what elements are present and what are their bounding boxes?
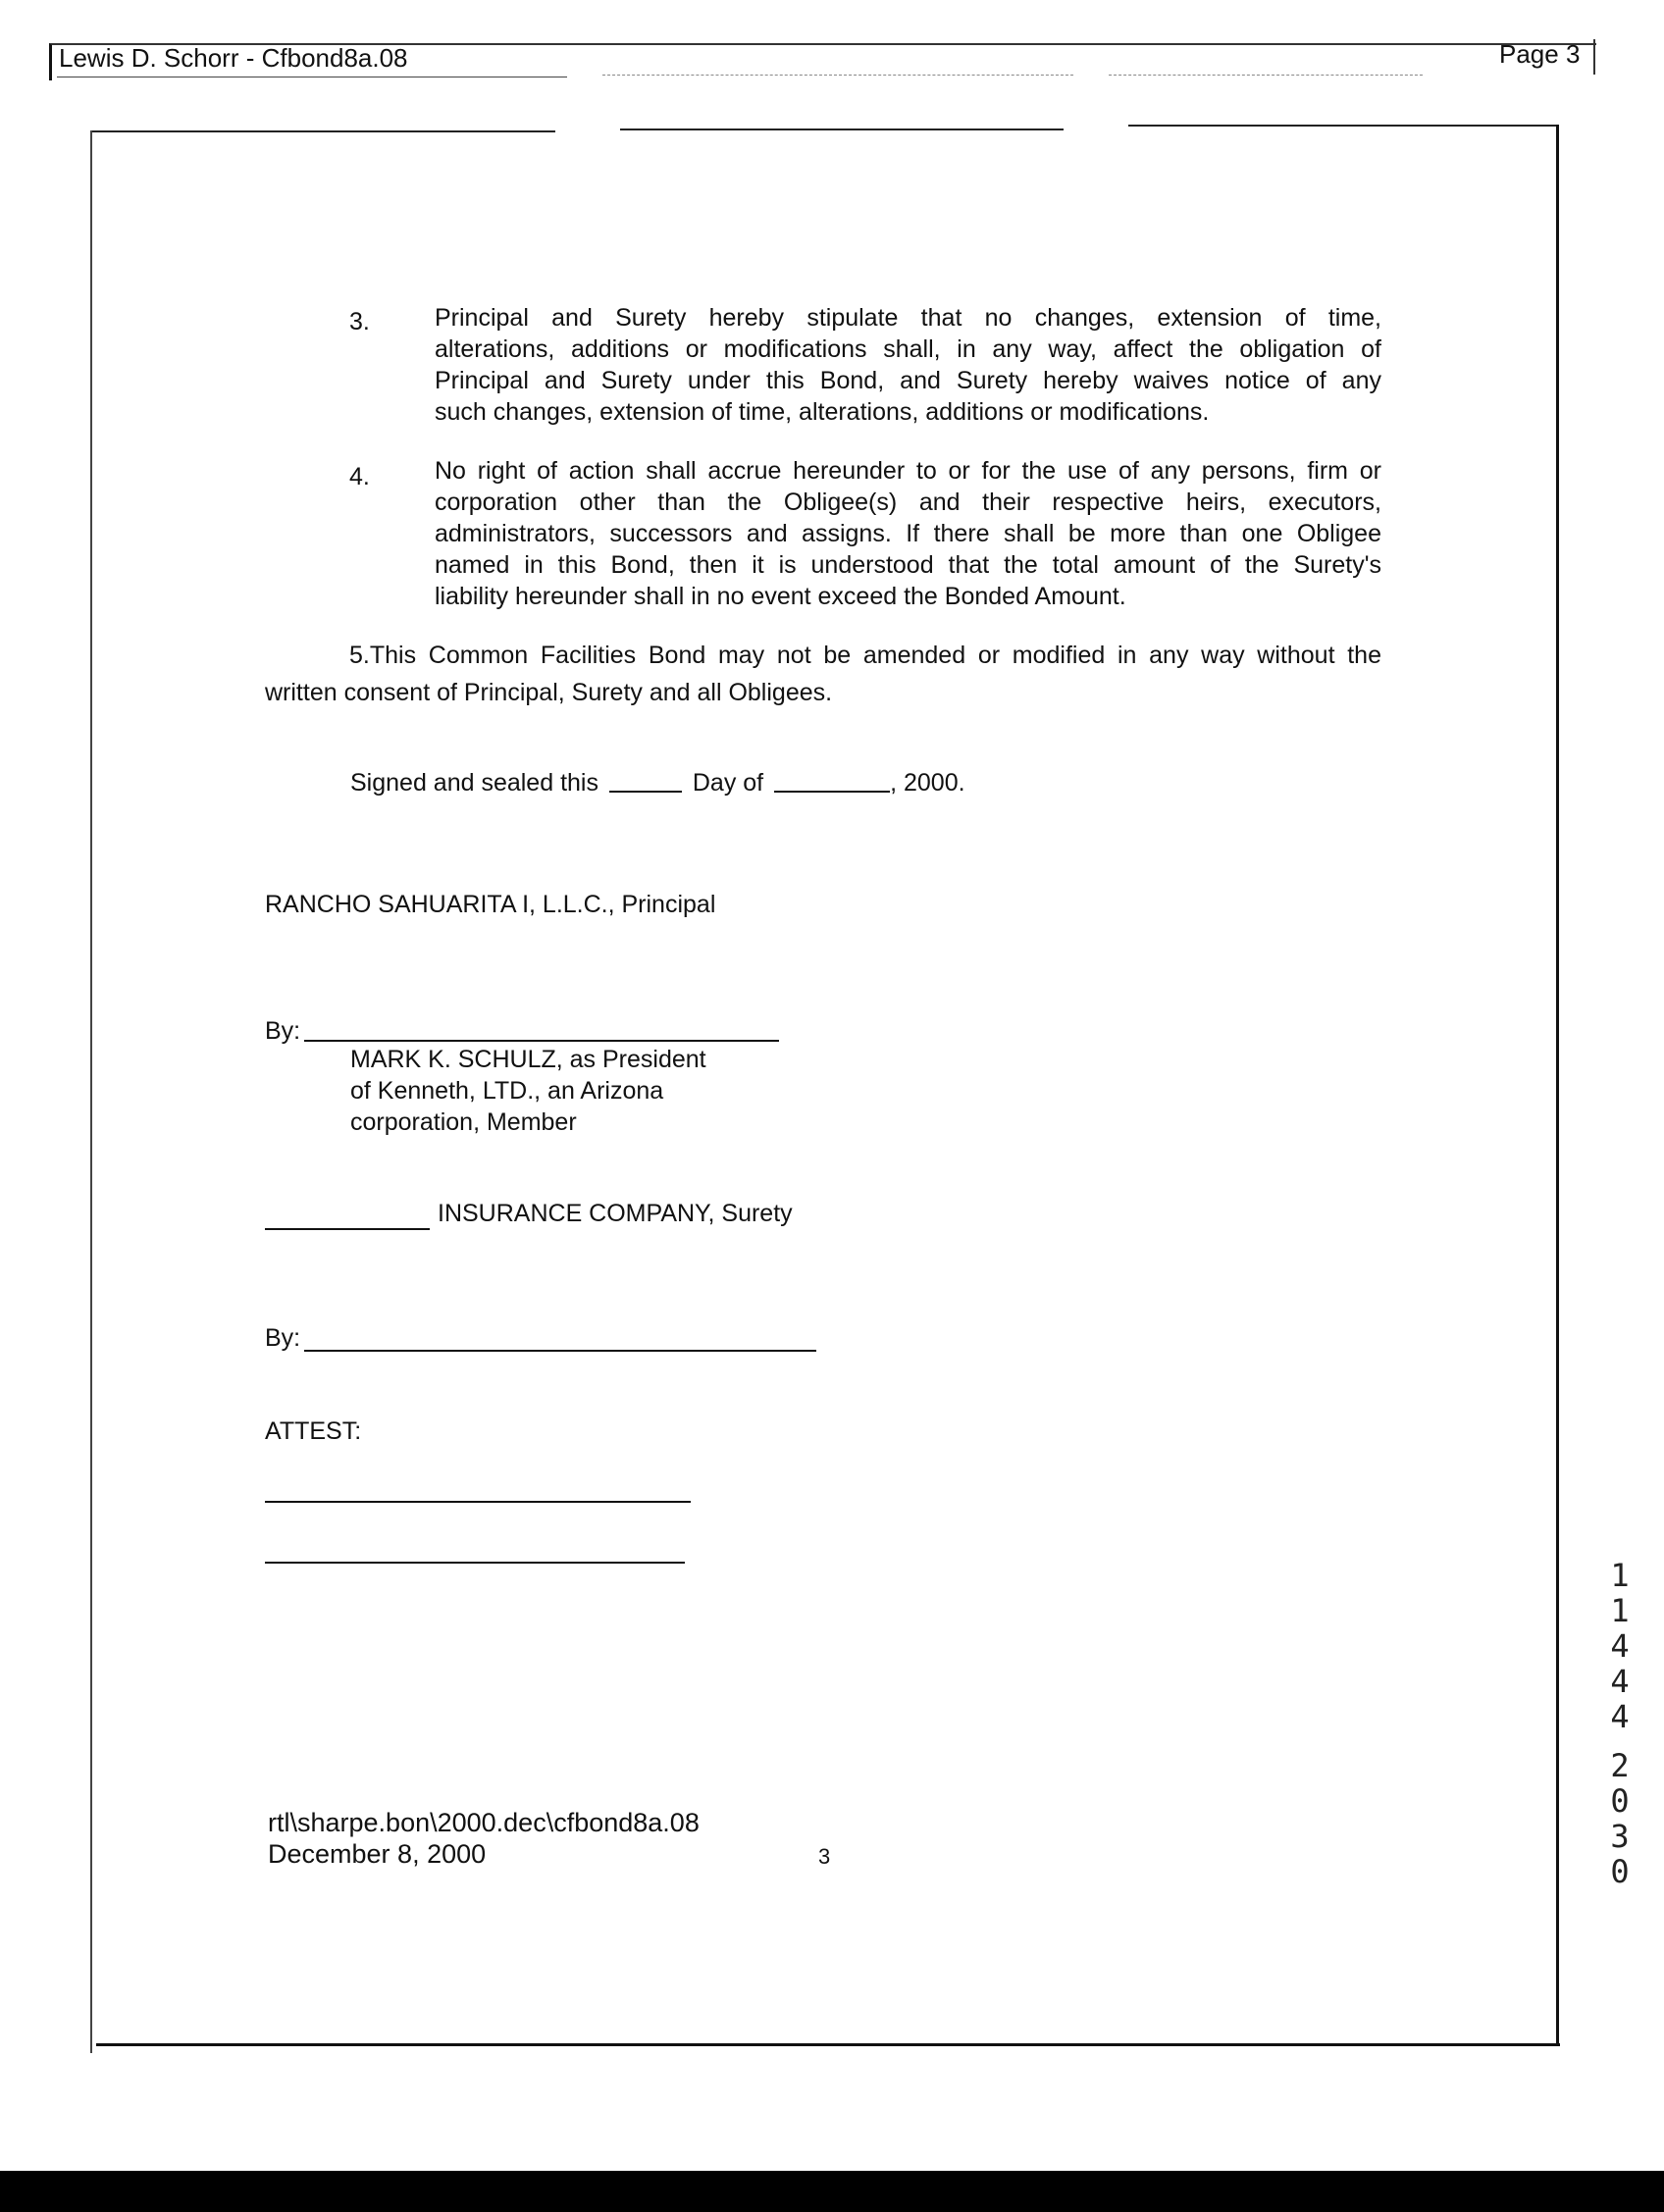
- clause-number: 4.: [349, 463, 370, 490]
- clause-line: corporation other than the Obligee(s) and their respective heirs, executors,: [435, 489, 1381, 516]
- clause-3: [435, 302, 1381, 428]
- page-label: Page 3: [1499, 39, 1581, 69]
- principal-signer-block: [350, 1044, 706, 1138]
- scan-border-band: [0, 2171, 1664, 2212]
- stamp-digit: 3: [1610, 1818, 1630, 1855]
- footer-page-number: 3: [818, 1844, 831, 1869]
- clause-number: 3.: [349, 308, 370, 335]
- frame-border-top: [620, 129, 1064, 130]
- footer-block: [268, 1807, 700, 1870]
- frame-border-top: [1128, 125, 1558, 127]
- attest-signature-line[interactable]: [265, 1501, 691, 1503]
- day-blank[interactable]: [609, 791, 682, 793]
- clause-5-line-2: written consent of Principal, Surety and all Obligees.: [265, 679, 833, 706]
- attest-signature-line[interactable]: [265, 1562, 685, 1564]
- signer-line: of Kenneth, LTD., an Arizona: [350, 1077, 664, 1105]
- day-of-label: Day of: [692, 769, 764, 797]
- stamp-digit: 0: [1610, 1782, 1630, 1820]
- clause-line: administrators, successors and assigns. If there shall be more than one Obligee: [435, 520, 1381, 547]
- header-title: Lewis D. Schorr - Cfbond8a.08: [59, 43, 408, 73]
- signer-line: MARK K. SCHULZ, as President: [350, 1046, 706, 1073]
- surety-by-label: By:: [265, 1324, 301, 1352]
- header-rule: [602, 75, 1073, 76]
- clause-5-line-1: 5.This Common Facilities Bond may not be amended or modified in any way without the: [349, 642, 1381, 669]
- footer-date: December 8, 2000: [268, 1839, 487, 1869]
- clause-line: Principal and Surety under this Bond, and Surety hereby waives notice of any: [435, 367, 1381, 394]
- principal-by-label: By:: [265, 1017, 301, 1045]
- signed-prefix: Signed and sealed this: [350, 769, 598, 797]
- clause-line: liability hereunder shall in no event exceed the Bonded Amount.: [435, 583, 1126, 610]
- stamp-digit: 1: [1610, 1557, 1630, 1594]
- signed-sealed-line: [350, 767, 965, 798]
- frame-border-top: [90, 130, 555, 132]
- stamp-digit: 1: [1610, 1592, 1630, 1629]
- clause-line: No right of action shall accrue hereunder to or for the use of any persons, firm or: [435, 457, 1381, 485]
- clause-line: Principal and Surety hereby stipulate that no changes, extension of time,: [435, 304, 1381, 332]
- attest-label: ATTEST:: [265, 1417, 362, 1445]
- stamp-digit: 4: [1610, 1627, 1630, 1665]
- month-blank[interactable]: [774, 791, 890, 793]
- year-text: , 2000.: [890, 769, 965, 797]
- surety-company-blank[interactable]: [265, 1228, 430, 1230]
- clause-4: [435, 455, 1381, 612]
- stamp-digit: 2: [1610, 1747, 1630, 1784]
- frame-border-bottom: [96, 2043, 1560, 2046]
- header-rule: [1109, 75, 1423, 76]
- frame-border-right: [1556, 125, 1559, 2043]
- clause-line: alterations, additions or modifications shall, in any way, affect the obligation of: [435, 335, 1381, 363]
- clause-line: named in this Bond, then it is understood that the total amount of the Surety's: [435, 551, 1381, 579]
- frame-border-left: [90, 130, 92, 2053]
- principal-signature-line[interactable]: [304, 1040, 779, 1042]
- clause-line: such changes, extension of time, alterations, additions or modifications.: [435, 398, 1210, 426]
- principal-name: RANCHO SAHUARITA I, L.L.C., Principal: [265, 891, 716, 918]
- surety-signature-line[interactable]: [304, 1350, 816, 1352]
- stamp-digit: 4: [1610, 1698, 1630, 1735]
- surety-name: INSURANCE COMPANY, Surety: [438, 1200, 793, 1227]
- margin-document-number-stamp: [1605, 1558, 1635, 1889]
- signer-line: corporation, Member: [350, 1108, 577, 1136]
- stamp-digit: 0: [1610, 1853, 1630, 1890]
- footer-file-path: rtl\sharpe.bon\2000.dec\cfbond8a.08: [268, 1808, 700, 1837]
- stamp-digit: 4: [1610, 1663, 1630, 1700]
- header-divider: [1593, 39, 1595, 75]
